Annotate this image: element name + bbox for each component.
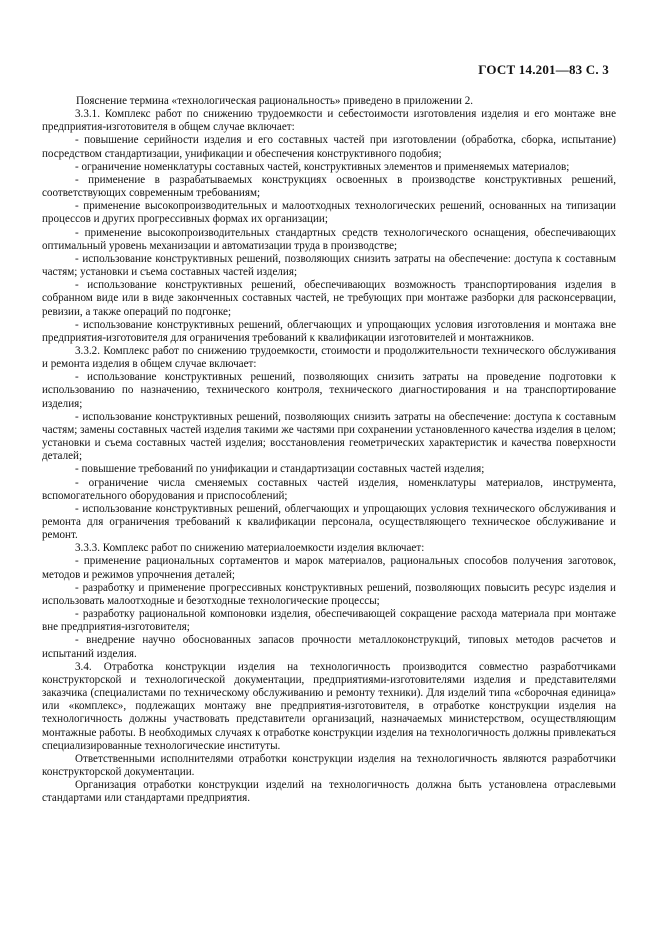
paragraph-3-4: 3.4. Отработка конструкции изделия на технологичность производится совместно разработчиками конструкторской и технологической документации, предприятиями-изготовителями изделия и представителями заказчика (специалистами по техническому обслуживанию и ремонту техники). Для изделий типа «сборочная единица» или «комплекс», подлежащих монтажу вне предприятия-изготовителя, в отработке конструкции изделия на технологичность должны участвовать представители организаций, назначаемых министерством, осуществляющим монтажные работы. В необходимых случаях к отработке конструкции изделия на технологичность должны привлекаться специализированные технологические институты.	[42, 660, 616, 752]
list-item: - использование конструктивных решений, обеспечивающих возможность транспортирования изделия в собранном виде или в виде законченных составных частей, не требующих при монтаже разборки для расконсервации, ревизии, а также операций по подгонке;	[42, 279, 616, 318]
list-item: - использование конструктивных решений, облегчающих и упрощающих условия технического обслуживания и ремонта для ограничения требований к квалификации персонала, осуществляющего техническое обслуживание и ремонт.	[42, 502, 616, 542]
list-item: - применение высокопроизводительных стандартных средств технологического оснащения, обеспечивающих оптимальный уровень механизации и автоматизации труда в производстве;	[42, 226, 616, 252]
document-body	[42, 95, 616, 805]
list-item: - использование конструктивных решений, позволяющих снизить затраты на обеспечение: доступа к составным частям; установки и съема составных частей изделия;	[42, 252, 616, 279]
list-item: - разработку рациональной компоновки изделия, обеспечивающей сокращение расхода материала при монтаже вне предприятия-изготовителя;	[42, 608, 616, 634]
list-item: - применение высокопроизводительных и малоотходных технологических решений, основанных на типизации процессов и других прогрессивных формах их организации;	[42, 200, 616, 226]
paragraph-responsible: Ответственными исполнителями отработки конструкции изделия на технологичность являются разработчики конструкторской документации.	[42, 752, 616, 778]
list-item: - разработку и применение прогрессивных конструктивных решений, позволяющих повысить ресурс изделия и использовать малоотходные и безотходные технологические процессы;	[42, 581, 616, 607]
page-header: ГОСТ 14.201—83 С. 3	[478, 62, 609, 77]
list-item: - применение в разрабатываемых конструкциях освоенных в производстве конструктивных решений, соответствующих современным требованиям;	[42, 173, 616, 200]
paragraph-term-note: Пояснение термина «технологическая рациональность» приведено в приложении 2.	[76, 95, 474, 107]
paragraph-3-3-3: 3.3.3. Комплекс работ по снижению материалоемкости изделия включает:	[75, 542, 425, 555]
list-item: - использование конструктивных решений, облегчающих и упрощающих условия изготовления и монтажа вне предприятия-изготовителя для ограничения требований к квалификации изготовителей и монтажников.	[42, 318, 616, 344]
list-item: - применение рациональных сортаментов и марок материалов, рациональных способов получения заготовок, методов и режимов упрочнения деталей;	[42, 555, 616, 581]
list-item: - повышение требований по унификации и стандартизации составных частей изделия;	[75, 463, 485, 476]
paragraph-organization: Организация отработки конструкции изделий на технологичность должна быть установлена отраслевыми стандартами или стандартами предприятия.	[42, 779, 616, 805]
paragraph-3-3-1: 3.3.1. Комплекс работ по снижению трудоемкости и себестоимости изготовления изделия и его монтаже вне предприятия-изготовителя в общем случае включает:	[42, 108, 616, 134]
list-item: - использование конструктивных решений, позволяющих снизить затраты на обеспечение: доступа к составным частям; замены составных частей изделия такими же частями при сохранении установленного качества изделия в целом; установки и съема составных частей изделия; восстановления геометрических характеристик и качества поверхности деталей;	[42, 410, 616, 463]
list-item: - повышение серийности изделия и его составных частей при изготовлении (обработка, сборка, испытание) посредством стандартизации, унификации и обеспечения конструктивного подобия;	[42, 134, 616, 160]
list-item: - ограничение числа сменяемых составных частей изделия, номенклатуры материалов, инструмента, вспомогательного оборудования и приспособлений;	[42, 476, 616, 502]
list-item: - использование конструктивных решений, позволяющих снизить затраты на проведение подготовки к использованию по назначению, технического контроля, технического диагностирования и на транспортирование изделия;	[42, 371, 616, 410]
list-item: - внедрение научно обоснованных запасов прочности металлоконструкций, типовых методов расчетов и испытаний изделия.	[42, 634, 616, 660]
paragraph-3-3-2: 3.3.2. Комплекс работ по снижению трудоемкости, стоимости и продолжительности технического обслуживания и ремонта изделия в общем случае включает:	[42, 344, 616, 371]
list-item: - ограничение номенклатуры составных частей, конструктивных элементов и применяемых материалов;	[75, 160, 570, 173]
